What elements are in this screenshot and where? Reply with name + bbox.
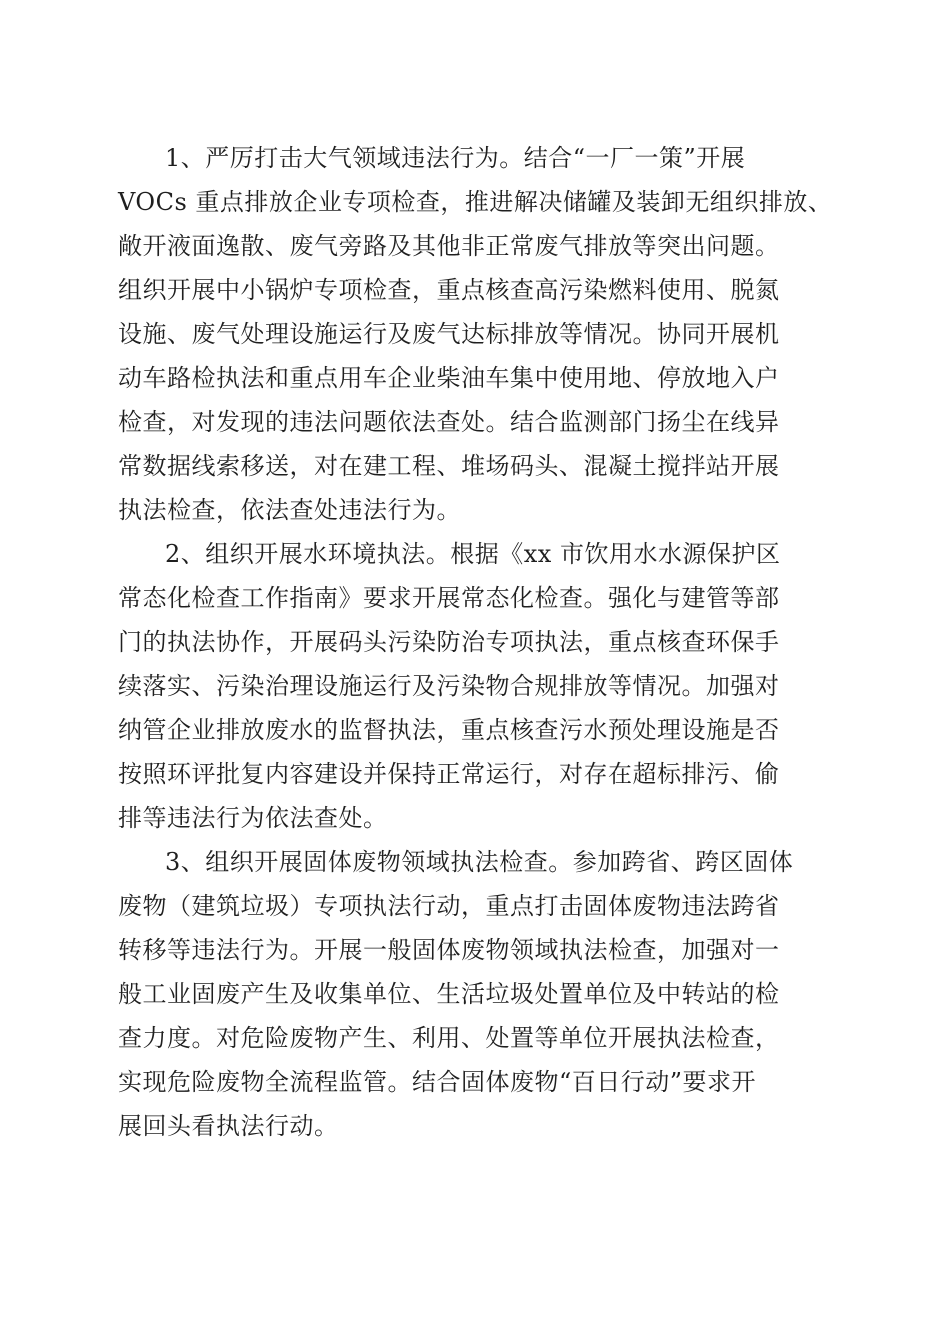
- paragraph-3-line-3: 转移等违法行为。开展一般固体废物领域执法检查，加强对一: [118, 936, 780, 964]
- paragraph-2-line-2: 常态化检查工作指南》要求开展常态化检查。强化与建管等部: [118, 584, 780, 612]
- paragraph-1-line-6: 动车路检执法和重点用车企业柴油车集中使用地、停放地入户: [118, 364, 780, 392]
- paragraph-1-line-3: 敞开液面逸散、废气旁路及其他非正常废气排放等突出问题。: [118, 232, 780, 260]
- paragraph-1-line-5: 设施、废气处理设施运行及废气达标排放等情况。协同开展机: [118, 320, 780, 348]
- paragraph-2-line-6: 按照环评批复内容建设并保持正常运行，对存在超标排污、偷: [118, 760, 780, 788]
- paragraph-3-line-7: 展回头看执法行动。: [118, 1112, 339, 1140]
- paragraph-2-line-4: 续落实、污染治理设施运行及污染物合规排放等情况。加强对: [118, 672, 780, 700]
- paragraph-1-line-4: 组织开展中小锅炉专项检查，重点核查高污染燃料使用、脱氮: [118, 276, 780, 304]
- paragraph-3-line-6: 实现危险废物全流程监管。结合固体废物“百日行动”要求开: [118, 1068, 757, 1096]
- paragraph-3-line-1: 3、组织开展固体废物领域执法检查。参加跨省、跨区固体: [165, 848, 794, 876]
- paragraph-1-line-9: 执法检查，依法查处违法行为。: [118, 496, 461, 524]
- paragraph-3-line-4: 般工业固废产生及收集单位、生活垃圾处置单位及中转站的检: [118, 980, 780, 1008]
- paragraph-3-line-2: 废物（建筑垃圾）专项执法行动，重点打击固体废物违法跨省: [118, 892, 780, 920]
- paragraph-1-line-8: 常数据线索移送，对在建工程、堆场码头、混凝土搅拌站开展: [118, 452, 780, 480]
- paragraph-1-line-2: VOCs 重点排放企业专项检查，推进解决储罐及装卸无组织排放、: [118, 188, 833, 216]
- paragraph-2-line-5: 纳管企业排放废水的监督执法，重点核查污水预处理设施是否: [118, 716, 780, 744]
- paragraph-1-line-1: 1、严厉打击大气领域违法行为。结合“一厂一策”开展: [165, 144, 746, 172]
- paragraph-1-line-7: 检查，对发现的违法问题依法查处。结合监测部门扬尘在线异: [118, 408, 780, 436]
- paragraph-2-line-7: 排等违法行为依法查处。: [118, 804, 388, 832]
- paragraph-2-line-1: 2、组织开展水环境执法。根据《xx 市饮用水水源保护区: [165, 540, 781, 568]
- paragraph-2-line-3: 门的执法协作，开展码头污染防治专项执法，重点核查环保手: [118, 628, 780, 656]
- paragraph-3-line-5: 查力度。对危险废物产生、利用、处置等单位开展执法检查，: [118, 1024, 780, 1052]
